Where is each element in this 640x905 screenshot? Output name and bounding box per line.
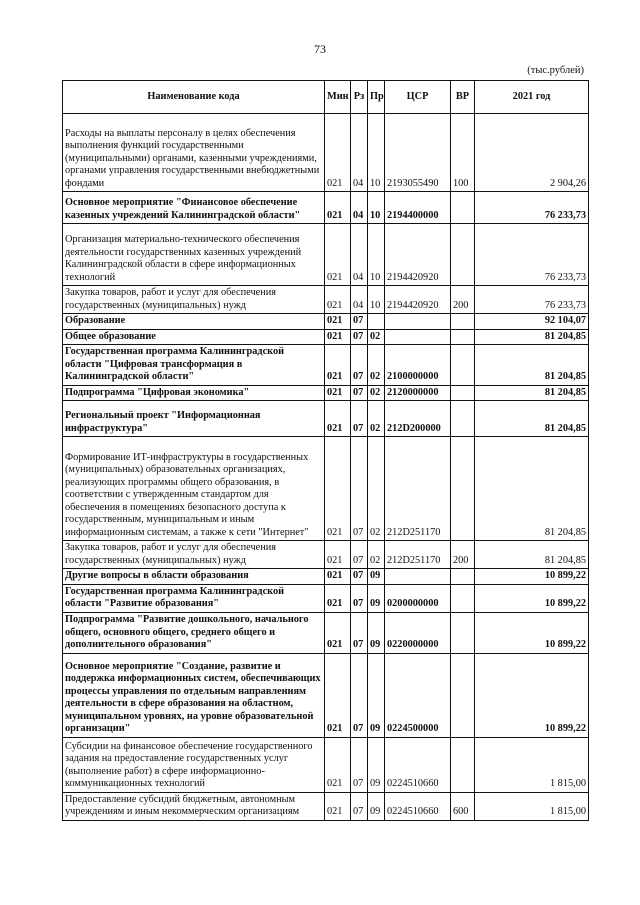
cell-vr: [451, 612, 475, 653]
cell-vr: 200: [451, 541, 475, 569]
cell-min: 021: [325, 224, 351, 286]
cell-rz: 07: [351, 737, 368, 792]
cell-vr: [451, 314, 475, 330]
cell-rz: 07: [351, 653, 368, 737]
header-name: Наименование кода: [63, 81, 325, 114]
header-year: 2021 год: [475, 81, 589, 114]
cell-min: 021: [325, 329, 351, 345]
cell-vr: [451, 192, 475, 224]
cell-rz: 04: [351, 192, 368, 224]
cell-csr: 0220000000: [385, 612, 451, 653]
cell-csr: 0224500000: [385, 653, 451, 737]
cell-sum: 10 899,22: [475, 569, 589, 585]
cell-min: 021: [325, 569, 351, 585]
cell-rz: 07: [351, 329, 368, 345]
header-vr: ВР: [451, 81, 475, 114]
cell-min: 021: [325, 345, 351, 386]
cell-vr: [451, 569, 475, 585]
cell-rz: 07: [351, 385, 368, 401]
cell-pr: 02: [368, 345, 385, 386]
cell-rz: 07: [351, 401, 368, 437]
cell-csr: [385, 569, 451, 585]
cell-min: 021: [325, 192, 351, 224]
cell-rz: 07: [351, 314, 368, 330]
cell-min: 021: [325, 286, 351, 314]
cell-sum: 1 815,00: [475, 737, 589, 792]
cell-min: 021: [325, 401, 351, 437]
cell-rz: 07: [351, 437, 368, 541]
table-row: [63, 541, 589, 569]
cell-csr: 0224510660: [385, 737, 451, 792]
table-row: [63, 401, 589, 437]
cell-min: 021: [325, 653, 351, 737]
table-row: [63, 569, 589, 585]
cell-rz: 07: [351, 345, 368, 386]
cell-pr: 10: [368, 192, 385, 224]
table-row: [63, 737, 589, 792]
cell-sum: 81 204,85: [475, 345, 589, 386]
table-row: [63, 437, 589, 541]
cell-sum: 81 204,85: [475, 329, 589, 345]
cell-name: Другие вопросы в области образования: [63, 569, 325, 585]
cell-sum: 92 104,07: [475, 314, 589, 330]
header-csr: ЦСР: [385, 81, 451, 114]
cell-rz: 07: [351, 792, 368, 820]
cell-name: Подпрограмма "Развитие дошкольного, начального общего, основного общего, среднего общего и дополнительного образования": [63, 612, 325, 653]
cell-pr: 02: [368, 401, 385, 437]
cell-vr: [451, 437, 475, 541]
cell-pr: 09: [368, 653, 385, 737]
cell-pr: 10: [368, 114, 385, 192]
units-label: (тыс.рублей): [527, 65, 584, 76]
cell-min: 021: [325, 114, 351, 192]
header-rz: Рз: [351, 81, 368, 114]
table-row: [63, 385, 589, 401]
cell-csr: 2100000000: [385, 345, 451, 386]
page-number: 73: [314, 42, 326, 56]
cell-vr: [451, 329, 475, 345]
cell-vr: [451, 401, 475, 437]
header-min: Мин: [325, 81, 351, 114]
cell-csr: 212D251170: [385, 541, 451, 569]
cell-sum: 1 815,00: [475, 792, 589, 820]
table-row: [63, 329, 589, 345]
cell-rz: 07: [351, 541, 368, 569]
cell-pr: [368, 314, 385, 330]
cell-name: Закупка товаров, работ и услуг для обеспечения государственных (муниципальных) нужд: [63, 286, 325, 314]
cell-vr: [451, 584, 475, 612]
cell-name: Субсидии на финансовое обеспечение государственного задания на предоставление государственных услуг (выполнение работ) в сфере информационно-коммуникационных технологий: [63, 737, 325, 792]
cell-pr: 09: [368, 737, 385, 792]
cell-pr: 09: [368, 569, 385, 585]
cell-vr: 200: [451, 286, 475, 314]
cell-pr: 02: [368, 329, 385, 345]
cell-csr: [385, 329, 451, 345]
cell-vr: [451, 385, 475, 401]
cell-min: 021: [325, 541, 351, 569]
cell-sum: 10 899,22: [475, 584, 589, 612]
cell-csr: 2194400000: [385, 192, 451, 224]
table-header-row: [63, 81, 589, 114]
budget-table: [62, 80, 589, 821]
cell-name: Образование: [63, 314, 325, 330]
table-row: [63, 224, 589, 286]
table-row: [63, 286, 589, 314]
cell-sum: 76 233,73: [475, 224, 589, 286]
cell-rz: 07: [351, 569, 368, 585]
cell-pr: 02: [368, 437, 385, 541]
cell-min: 021: [325, 385, 351, 401]
cell-rz: 07: [351, 612, 368, 653]
cell-min: 021: [325, 437, 351, 541]
table-row: [63, 114, 589, 192]
cell-sum: 76 233,73: [475, 192, 589, 224]
cell-pr: 10: [368, 286, 385, 314]
cell-pr: 02: [368, 385, 385, 401]
table-row: [63, 192, 589, 224]
cell-name: Организация материально-технического обеспечения деятельности государственных казенных учреждений Калининградской области в сфере информационных технологий: [63, 224, 325, 286]
cell-rz: 07: [351, 584, 368, 612]
cell-rz: 04: [351, 114, 368, 192]
cell-rz: 04: [351, 286, 368, 314]
cell-name: Предоставление субсидий бюджетным, автономным учреждениям и иным некоммерческим организациям: [63, 792, 325, 820]
cell-csr: [385, 314, 451, 330]
cell-sum: 81 204,85: [475, 385, 589, 401]
cell-csr: 0200000000: [385, 584, 451, 612]
cell-pr: 02: [368, 541, 385, 569]
cell-name: Закупка товаров, работ и услуг для обеспечения государственных (муниципальных) нужд: [63, 541, 325, 569]
cell-name: Государственная программа Калининградской области "Цифровая трансформация в Калининградской области": [63, 345, 325, 386]
cell-min: 021: [325, 792, 351, 820]
cell-pr: 09: [368, 612, 385, 653]
cell-sum: 10 899,22: [475, 653, 589, 737]
table-row: [63, 584, 589, 612]
cell-rz: 04: [351, 224, 368, 286]
table-row: [63, 792, 589, 820]
cell-csr: 2194420920: [385, 286, 451, 314]
cell-min: 021: [325, 584, 351, 612]
cell-csr: 2120000000: [385, 385, 451, 401]
cell-csr: 212D251170: [385, 437, 451, 541]
header-pr: Пр: [368, 81, 385, 114]
cell-sum: 10 899,22: [475, 612, 589, 653]
table-row: [63, 314, 589, 330]
cell-sum: 76 233,73: [475, 286, 589, 314]
cell-csr: 0224510660: [385, 792, 451, 820]
cell-vr: 600: [451, 792, 475, 820]
cell-name: Расходы на выплаты персоналу в целях обеспечения выполнения функций государственными (муниципальными) органами, казенными учреждениями, органами управления государственными внебюджетными фондами: [63, 114, 325, 192]
cell-pr: 10: [368, 224, 385, 286]
table-row: [63, 612, 589, 653]
cell-csr: 212D200000: [385, 401, 451, 437]
cell-name: Государственная программа Калининградской области "Развитие образования": [63, 584, 325, 612]
cell-sum: 81 204,85: [475, 541, 589, 569]
cell-name: Основное мероприятие "Создание, развитие и поддержка информационных систем, обеспечивающих процессы управления по отдельным направлениям деятельности в сфере образования на областном, муниципальном уровнях, на уровне образовательной организации": [63, 653, 325, 737]
cell-vr: [451, 224, 475, 286]
cell-min: 021: [325, 314, 351, 330]
cell-vr: [451, 737, 475, 792]
cell-sum: 2 904,26: [475, 114, 589, 192]
cell-vr: 100: [451, 114, 475, 192]
cell-vr: [451, 345, 475, 386]
cell-pr: 09: [368, 792, 385, 820]
cell-csr: 2193055490: [385, 114, 451, 192]
cell-name: Общее образование: [63, 329, 325, 345]
cell-name: Региональный проект "Информационная инфраструктура": [63, 401, 325, 437]
cell-name: Подпрограмма "Цифровая экономика": [63, 385, 325, 401]
cell-sum: 81 204,85: [475, 401, 589, 437]
cell-vr: [451, 653, 475, 737]
cell-name: Основное мероприятие "Финансовое обеспечение казенных учреждений Калининградской области": [63, 192, 325, 224]
cell-name: Формирование ИТ-инфраструктуры в государственных (муниципальных) образовательных организациях, реализующих программы общего образования, в соответствии с утвержденным стандартом для обеспечения в помещениях безопасного доступа к государственным, муниципальным и иным информационным системам, а также к сети "Интернет": [63, 437, 325, 541]
cell-csr: 2194420920: [385, 224, 451, 286]
cell-pr: 09: [368, 584, 385, 612]
table-row: [63, 345, 589, 386]
cell-min: 021: [325, 737, 351, 792]
table-row: [63, 653, 589, 737]
cell-sum: 81 204,85: [475, 437, 589, 541]
cell-min: 021: [325, 612, 351, 653]
